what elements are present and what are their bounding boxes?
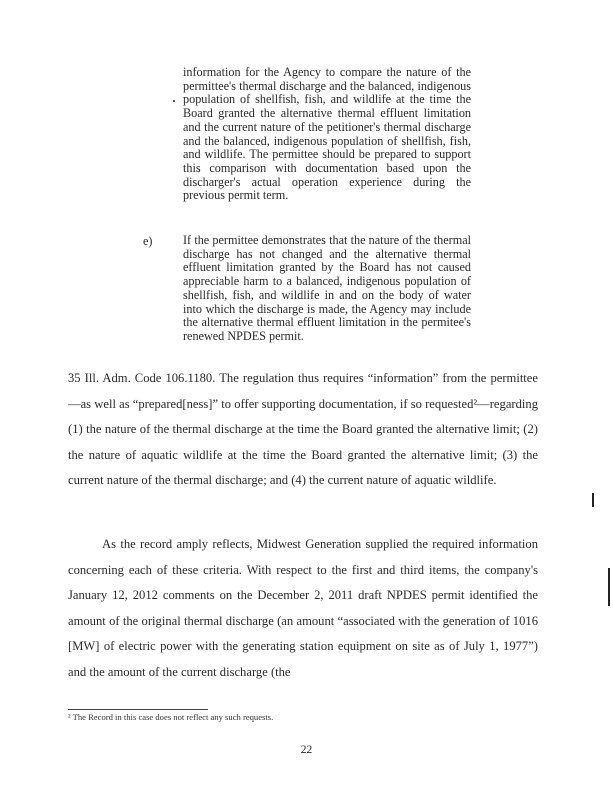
page-number: 22 bbox=[300, 744, 313, 756]
block-quote-marker: e) bbox=[143, 234, 153, 248]
body-paragraph-1: 35 Ill. Adm. Code 106.1180. The regulation thus requires “information” from the permittee—as well as “prepared[ness]” to offer supporting documentation, if so requested²—regarding (1) the nature of the thermal discharge at the time the Board granted the alternative limit; (2) the nature of aquatic wildlife at the time the Board granted the alternative limit; (3) the current nature of the thermal discharge; and (4) the current nature of aquatic wildlife. bbox=[68, 371, 538, 488]
block-quote-continuation: information for the Agency to compare the nature of the permittee's thermal discharge and the balanced, indigenous population of shellfish, fish, and wildlife at the time the Board granted the alternative thermal effluent limitation and the current nature of the petitioner's thermal discharge and the balanced, indigenous population of shellfish, fish, and wildlife. The permittee should be prepared to support this comparison with documentation based upon the discharger's actual operation experience during the previous permit term. bbox=[183, 65, 471, 203]
scan-edge-mark bbox=[608, 568, 610, 606]
footnote: ² The Record in this case does not reflect any such requests. bbox=[68, 712, 274, 722]
scan-speck bbox=[173, 100, 175, 102]
body-paragraph-2: As the record amply reflects, Midwest Generation supplied the required information concerning each of these criteria. With respect to the first and third items, the company's January 12, 2012 comments on the December 2, 2011 draft NPDES permit identified the amount of the original thermal discharge (an amount “associated with the generation of 1016 [MW] of electric power with the generating station equipment on site as of July 1, 1977”) and the amount of the current discharge (the bbox=[68, 537, 538, 679]
footnote-divider bbox=[68, 709, 208, 710]
scan-edge-mark bbox=[592, 493, 594, 507]
block-quote-item-e: If the permittee demonstrates that the nature of the thermal discharge has not changed and the alternative thermal effluent limitation granted by the Board has not caused appreciable harm to a balanced, indigenous population of shellfish, fish, and wildlife in and on the body of water into which the discharge is made, the Agency may include the alternative thermal effluent limitation in the permitee's renewed NPDES permit. bbox=[183, 233, 471, 343]
